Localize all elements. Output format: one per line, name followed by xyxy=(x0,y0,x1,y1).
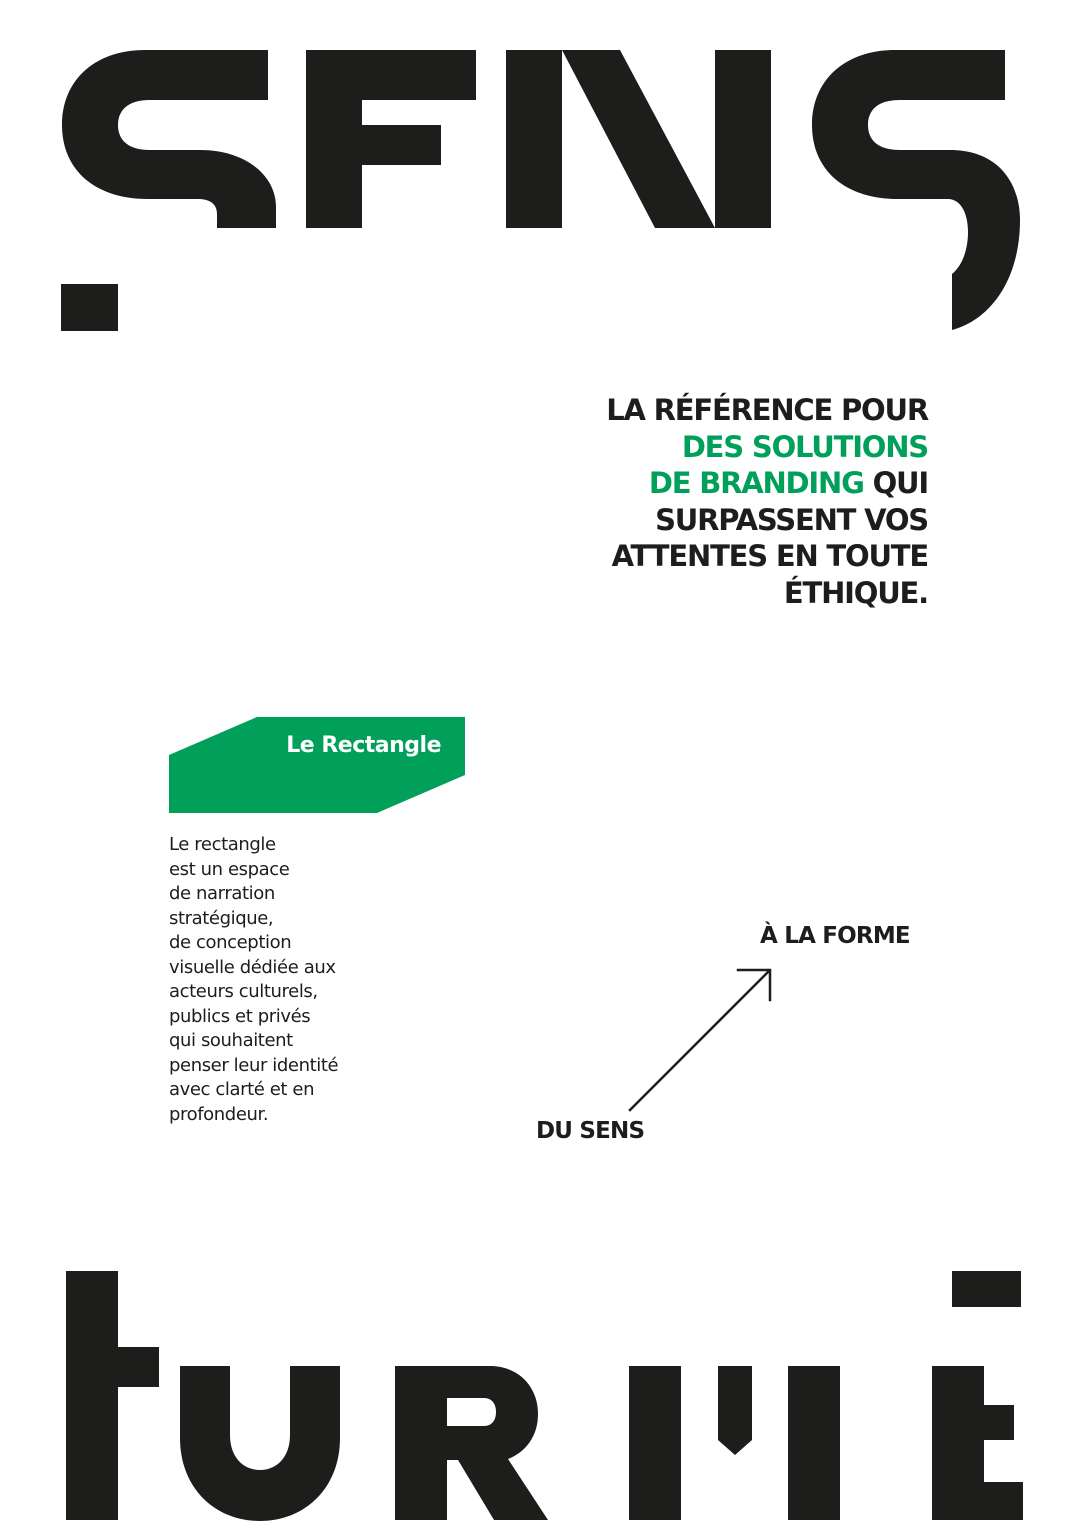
description-paragraph xyxy=(169,833,369,1127)
description-line: de narration xyxy=(169,883,275,904)
rectangle-tag-label: Le Rectangle xyxy=(286,733,441,758)
description-line: acteurs culturels, xyxy=(169,981,318,1002)
to-form-label: À LA FORME xyxy=(760,923,910,949)
headline-line-3-accent: DE BRANDING xyxy=(648,466,864,500)
wordmark-bottom xyxy=(0,1260,1080,1527)
arrow-up-right-icon xyxy=(620,960,780,1120)
description-line: penser leur identité xyxy=(169,1054,339,1076)
headline-line-3 xyxy=(528,465,928,502)
description-line: de conception xyxy=(169,932,292,953)
description-line: Le rectangle xyxy=(169,834,276,855)
headline-line-1: LA RÉFÉRENCE POUR xyxy=(606,393,928,427)
headline-line-6: ÉTHIQUE. xyxy=(783,575,928,610)
wordmark-bottom-graphic xyxy=(0,1260,1080,1527)
headline-line-2: DES SOLUTIONS xyxy=(681,429,928,464)
description-line: qui souhaitent xyxy=(169,1030,293,1051)
wordmark-top xyxy=(0,0,1080,340)
headline-line-3-rest: QUI xyxy=(863,466,928,500)
description-line: visuelle dédiée aux xyxy=(169,956,336,978)
rectangle-tag xyxy=(169,717,465,813)
rectangle-tag-shape xyxy=(169,717,465,813)
wordmark-top-graphic xyxy=(0,0,1080,340)
description-line: avec clarté et en xyxy=(169,1079,315,1100)
headline xyxy=(528,392,928,611)
headline-line-4: SURPASSENT VOS xyxy=(655,502,928,537)
description-line: publics et privés xyxy=(169,1005,311,1027)
description-line: stratégique, xyxy=(169,907,274,929)
from-sense-label: DU SENS xyxy=(536,1118,645,1144)
description-line: profondeur. xyxy=(169,1103,269,1125)
headline-line-5: ATTENTES EN TOUTE xyxy=(611,539,928,573)
description-line: est un espace xyxy=(169,858,290,880)
